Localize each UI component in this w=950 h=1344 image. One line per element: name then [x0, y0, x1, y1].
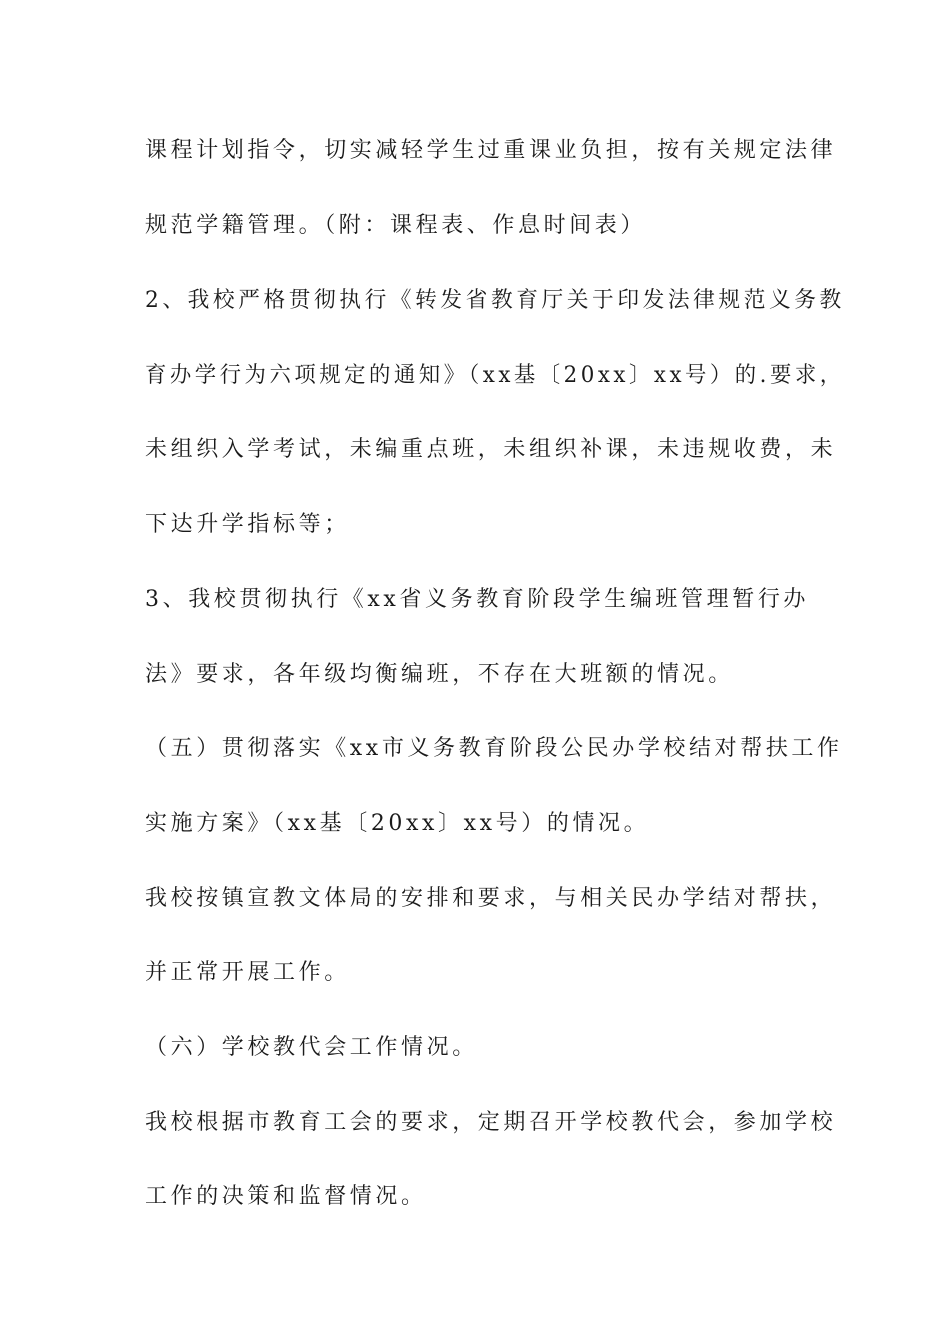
text-line: 课程计划指令，切实减轻学生过重课业负担，按有关规定法律 [145, 138, 837, 163]
text-line: 法》要求，各年级均衡编班，不存在大班额的情况。 [145, 662, 734, 687]
text-line: 并正常开展工作。 [145, 960, 350, 985]
text-line: 我校按镇宣教文体局的安排和要求，与相关民办学结对帮扶， [145, 886, 837, 911]
text-line: 我校根据市教育工会的要求，定期召开学校教代会，参加学校 [145, 1110, 837, 1135]
text-line: 下达升学指标等； [145, 512, 350, 537]
text-line: 3、我校贯彻执行《xx省义务教育阶段学生编班管理暂行办 [145, 587, 810, 612]
text-line: 工作的决策和监督情况。 [145, 1184, 427, 1209]
text-line: 2、我校严格贯彻执行《转发省教育厅关于印发法律规范义务教 [145, 288, 845, 313]
text-line: 育办学行为六项规定的通知》（xx基〔20xx〕xx号）的.要求， [145, 363, 845, 388]
text-line: 未组织入学考试，未编重点班，未组织补课，未违规收费，未 [145, 437, 837, 462]
text-line: 实施方案》（xx基〔20xx〕xx号）的情况。 [145, 811, 650, 836]
text-line: （五）贯彻落实《xx市义务教育阶段公民办学校结对帮扶工作 [145, 736, 843, 761]
text-line: （六）学校教代会工作情况。 [145, 1035, 478, 1060]
text-line: 规范学籍管理。（附：课程表、作息时间表） [145, 213, 647, 238]
